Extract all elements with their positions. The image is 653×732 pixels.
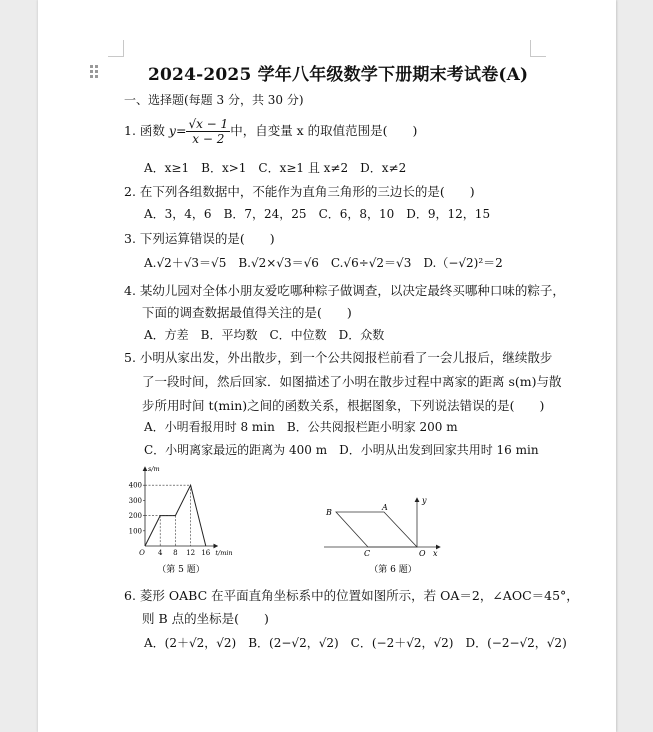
figure-q5-chart [118, 460, 248, 578]
question-text: 函数 [139, 123, 169, 138]
question-6-options: A．(2＋√2，√2) B．(2−√2，√2) C．(−2＋√2，√2) D．(−2−√2，√2) [144, 636, 567, 650]
question-3 [124, 229, 275, 247]
question-5-options-1: A．小明看报用时 8 min B．公共阅报栏距小明家 200 m [144, 420, 458, 434]
question-6-line-2: 则 B 点的坐标是( ) [142, 611, 269, 626]
question-4-options: A．方差 B．平均数 C．中位数 D．众数 [144, 328, 385, 342]
origin-label: O [139, 549, 145, 557]
question-number: 3. [124, 231, 136, 246]
margin-corner-top-right [530, 40, 546, 57]
question-text: 小明从家出发，外出散步，到一个公共阅报栏前看了一会儿报后，继续散步 [139, 350, 553, 365]
question-number: 2. [124, 184, 136, 199]
figure-caption: （第 5 题） [157, 565, 205, 575]
question-text: 菱形 OABC 在平面直角坐标系中的位置如图所示，若 OA＝2，∠AOC＝45°， [139, 588, 579, 603]
y-tick-label: 400 [128, 481, 142, 490]
label-b: B [326, 508, 332, 517]
fraction [186, 117, 230, 146]
question-1-options: A．x≥1 B．x>1 C．x≥1 且 x≠2 D．x≠2 [144, 161, 407, 175]
section-heading: 一、选择题(每题 3 分，共 30 分) [124, 93, 304, 107]
y-tick-label: 300 [128, 496, 142, 505]
label-x: x [433, 549, 438, 558]
question-4 [124, 281, 565, 299]
rhombus-oabc [336, 512, 417, 547]
math-equals: = [175, 123, 187, 138]
x-tick-label: 16 [201, 549, 211, 557]
question-text: 某幼儿园对全体小朋友爱吃哪种粽子做调查，以决定最终买哪种口味的粽子， [139, 283, 565, 298]
document-page [38, 0, 616, 732]
question-number: 6. [124, 588, 136, 603]
y-tick-label: 200 [128, 512, 142, 521]
question-number: 4. [124, 283, 136, 298]
x-tick-label: 12 [186, 549, 196, 557]
question-text: 在下列各组数据中，不能作为直角三角形的三边长的是( ) [139, 184, 475, 199]
question-6 [124, 586, 579, 604]
question-5-line-3: 步所用时间 t(min)之间的函数关系，根据图象，下列说法错误的是( ) [142, 398, 545, 413]
label-y: y [422, 496, 427, 505]
question-4-line-2: 下面的调查数据最值得关注的是( ) [142, 305, 352, 320]
fraction-denominator: x − 2 [192, 132, 225, 146]
question-2 [124, 182, 475, 200]
label-o: O [419, 549, 426, 558]
question-text: 下列运算错误的是( ) [139, 231, 275, 246]
y-axis-label: s/m [148, 465, 160, 474]
figure-q6-diagram [318, 490, 448, 578]
drag-handle-icon[interactable] [90, 65, 100, 79]
question-5 [124, 348, 552, 366]
label-a: A [382, 503, 388, 512]
x-axis-label: t/min [215, 549, 233, 557]
y-tick-label: 100 [128, 527, 142, 536]
question-5-line-2: 了一段时间，然后回家．如图描述了小明在散步过程中离家的距离 s(m)与散 [142, 374, 562, 389]
question-number: 5. [124, 350, 136, 365]
question-2-options: A．3，4，6 B．7，24，25 C．6，8，10 D．9，12，15 [144, 207, 491, 221]
margin-corner-top-left [108, 40, 124, 57]
figure-caption: （第 6 题） [369, 565, 417, 575]
x-tick-label: 8 [173, 549, 178, 557]
question-1 [124, 117, 417, 146]
question-3-options: A.√2＋√3＝√5 B.√2×√3＝√6 C.√6÷√2＝√3 D.（−√2)²＝2 [144, 256, 503, 270]
fraction-numerator: √x − 1 [188, 117, 229, 131]
x-tick-label: 4 [157, 549, 163, 557]
page-title: 2024-2025 学年八年级数学下册期末考试卷(A) [148, 65, 529, 85]
math-var: y [168, 123, 176, 138]
question-text: 中，自变量 x 的取值范围是( ) [230, 123, 418, 138]
label-c: C [364, 549, 371, 558]
question-5-options-2: C．小明离家最远的距离为 400 m D．小明从出发到回家共用时 16 min [144, 443, 539, 457]
question-number: 1. [124, 123, 136, 138]
